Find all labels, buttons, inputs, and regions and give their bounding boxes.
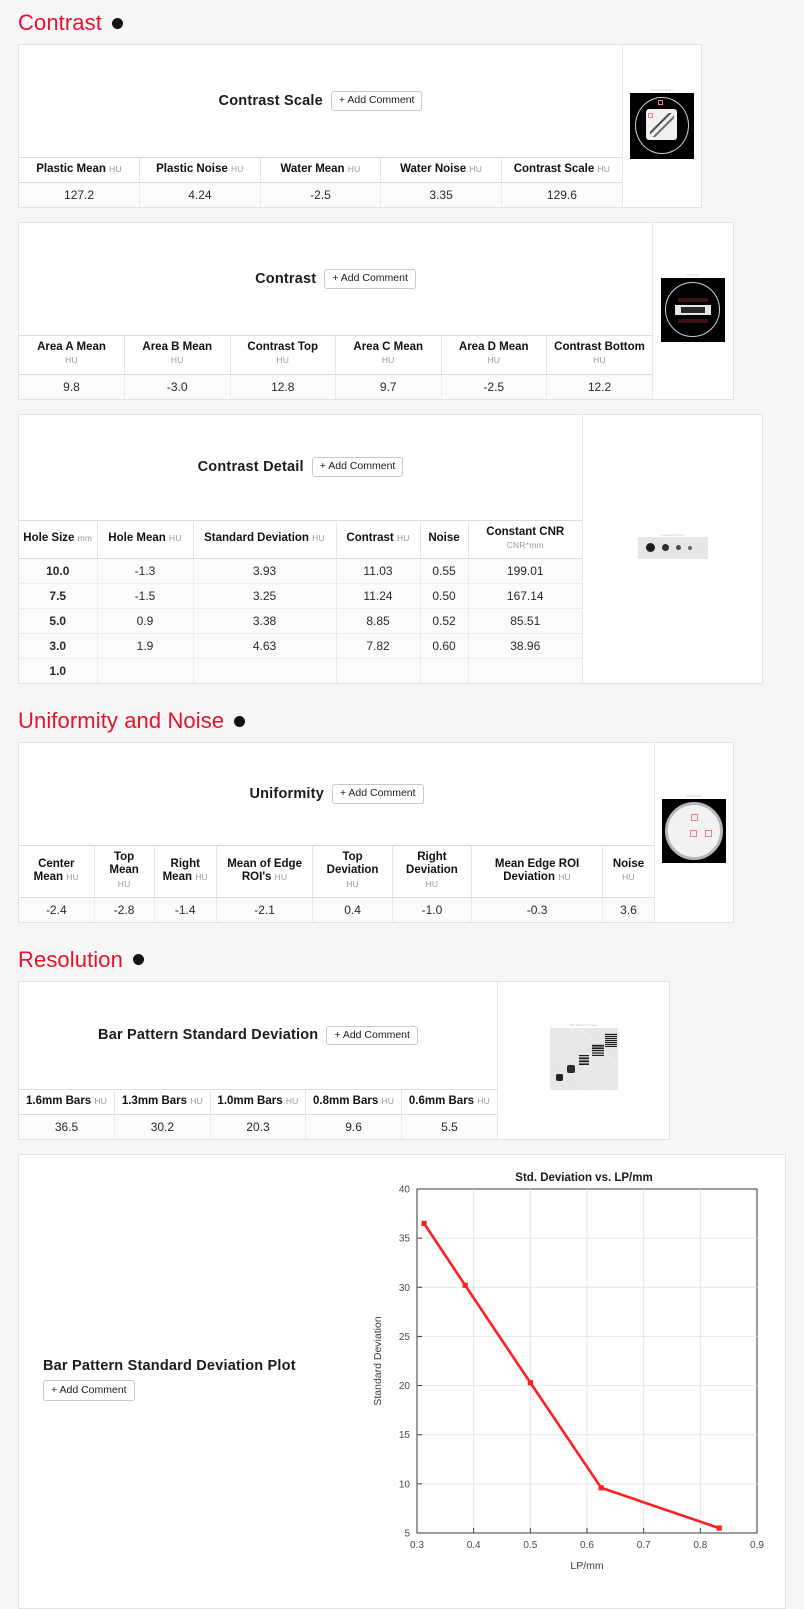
- add-comment-button[interactable]: + Add Comment: [326, 1026, 418, 1046]
- table-row: [19, 559, 582, 584]
- table-cell: -1.4: [154, 897, 216, 922]
- card-header: [19, 45, 622, 157]
- table-cell: 3.38: [193, 609, 336, 634]
- table-row: [19, 1114, 497, 1139]
- thumbnail-caption: Bar Pattern Image: [569, 1023, 598, 1028]
- svg-text:25: 25: [398, 1331, 410, 1343]
- table-cell: 0.55: [420, 559, 468, 584]
- phantom-dark-field: [662, 799, 726, 863]
- hole-marker: [676, 545, 681, 550]
- thumbnail-caption: Contrast: [686, 272, 700, 277]
- roi-marker-center: [690, 830, 697, 837]
- chart-data-point: [717, 1525, 722, 1530]
- column-header: [336, 336, 442, 374]
- table-header-row: [19, 336, 652, 374]
- table-cell: 7.5: [19, 584, 97, 609]
- phantom-dark-field: [661, 278, 725, 342]
- thumbnail-caption: Uniformity: [686, 794, 702, 799]
- column-header: [140, 158, 261, 183]
- table-cell: -2.1: [216, 897, 313, 922]
- chart-y-axis-label: Standard Deviation: [372, 1316, 384, 1406]
- column-label: Area C Mean: [353, 341, 424, 354]
- table-cell: -2.4: [19, 897, 94, 922]
- chart-data-point: [463, 1283, 468, 1288]
- column-unit: HU: [425, 878, 439, 889]
- table-contrast-scale: [19, 157, 622, 207]
- table-bar-pattern: [19, 1089, 497, 1139]
- column-unit: HU: [381, 1095, 395, 1106]
- table-cell: 36.5: [19, 1114, 115, 1139]
- bar-group: [567, 1065, 575, 1073]
- bar-group: [556, 1074, 563, 1081]
- bar-group: [605, 1033, 617, 1047]
- table-cell: -1.3: [97, 559, 193, 584]
- column-label: Hole Mean: [108, 532, 166, 545]
- column-header: [260, 158, 381, 183]
- table-cell: 129.6: [501, 183, 622, 208]
- column-label: Contrast Scale: [513, 163, 595, 175]
- svg-text:0.6: 0.6: [580, 1539, 594, 1551]
- table-cell: 20.3: [210, 1114, 306, 1139]
- chart-x-axis-label: LP/mm: [570, 1559, 604, 1572]
- table-cell: -3.0: [125, 374, 231, 399]
- column-header: [381, 158, 502, 183]
- contrast-scale-phantom-image: [623, 86, 701, 166]
- svg-text:10: 10: [398, 1479, 410, 1491]
- card-thumbnail-pane: [497, 982, 669, 1139]
- table-cell: -2.5: [441, 374, 547, 399]
- section-title: Uniformity and Noise: [18, 708, 225, 734]
- card-header: [19, 743, 654, 845]
- chart-title: Std. Deviation vs. LP/mm: [515, 1171, 653, 1184]
- column-label: 1.6mm Bars: [25, 1094, 92, 1107]
- roi-marker: [648, 113, 653, 118]
- column-unit: HU: [396, 533, 410, 544]
- plot-label-block: [43, 1358, 296, 1398]
- column-unit: HU: [109, 164, 122, 174]
- contrast-detail-phantom-image: [633, 531, 713, 567]
- table-cell: 167.14: [468, 584, 582, 609]
- roi-marker-top: [691, 814, 698, 821]
- column-header: [472, 846, 603, 898]
- svg-text:20: 20: [398, 1381, 410, 1393]
- column-label: Contrast: [346, 532, 394, 545]
- card-body: [19, 223, 652, 398]
- table-cell: 8.85: [336, 609, 420, 634]
- section-header-uniformity: [0, 698, 804, 742]
- card-title: Contrast: [255, 271, 317, 288]
- column-unit: HU: [558, 871, 571, 882]
- table-cell: 0.60: [420, 634, 468, 659]
- roi-band-top: [678, 298, 708, 302]
- card-body: [19, 415, 582, 683]
- column-unit: HU: [276, 355, 290, 366]
- column-header: [468, 520, 582, 558]
- column-unit: HU: [593, 355, 606, 366]
- hole-marker: [662, 544, 669, 551]
- hole-marker: [688, 546, 692, 550]
- column-unit: HU: [597, 164, 611, 174]
- column-label: Noise: [428, 532, 460, 545]
- column-label: Constant CNR: [486, 525, 565, 538]
- table-cell: -1.0: [392, 897, 471, 922]
- table-cell: 30.2: [115, 1114, 211, 1139]
- column-label: Plastic Noise: [156, 163, 228, 175]
- column-label: Water Mean: [280, 163, 345, 175]
- column-header: [154, 846, 216, 898]
- add-comment-button[interactable]: + Add Comment: [43, 1380, 135, 1401]
- card-title: Bar Pattern Standard Deviation: [98, 1027, 319, 1044]
- column-unit: HU: [66, 871, 79, 882]
- card-thumbnail-pane: [622, 45, 701, 207]
- column-unit: HU: [381, 355, 395, 366]
- table-header-row: [19, 158, 622, 183]
- table-cell: 3.0: [19, 634, 97, 659]
- column-header: [19, 846, 94, 898]
- column-unit: HU: [170, 355, 184, 366]
- column-unit: HU: [347, 164, 361, 174]
- column-label: 0.8mm Bars: [313, 1094, 379, 1107]
- card-thumbnail-pane: [654, 743, 733, 922]
- chart-data-point: [528, 1380, 533, 1385]
- table-cell: 1.0: [19, 659, 97, 684]
- column-label: Mean Edge ROI Deviation: [494, 857, 580, 883]
- bar-group: [579, 1055, 589, 1065]
- column-header: [230, 336, 336, 374]
- card-title: Bar Pattern Standard Deviation Plot: [43, 1357, 296, 1374]
- thumbnail-caption: Contrast Scale: [650, 88, 674, 93]
- svg-text:0.4: 0.4: [466, 1539, 481, 1551]
- card-header: [19, 982, 497, 1089]
- table-cell: 0.9: [97, 609, 193, 634]
- phantom-noisy-field: [638, 537, 708, 559]
- column-unit: HU: [274, 871, 288, 882]
- table-cell: 38.96: [468, 634, 582, 659]
- table-header-row: [19, 1089, 497, 1114]
- column-unit: HU: [230, 164, 244, 174]
- column-header: [602, 846, 654, 898]
- card-contrast: [18, 222, 734, 399]
- column-label: 1.0mm Bars: [217, 1094, 283, 1107]
- column-unit: HU: [622, 871, 635, 882]
- table-cell: 3.35: [381, 183, 502, 208]
- column-label: Plastic Mean: [36, 163, 106, 175]
- card-body: [19, 982, 497, 1139]
- add-comment-button[interactable]: + Add Comment: [324, 269, 416, 289]
- section-title: Contrast: [18, 10, 102, 35]
- bar-pattern-phantom-image: [544, 1021, 624, 1099]
- table-cell: 3.25: [193, 584, 336, 609]
- table-cell: 0.52: [420, 609, 468, 634]
- table-contrast: [19, 335, 652, 398]
- column-unit: HU: [285, 1095, 299, 1106]
- column-unit: HU: [469, 164, 483, 174]
- table-cell: 0.4: [313, 897, 392, 922]
- column-unit: HU: [487, 355, 501, 366]
- column-label: Right Mean: [162, 857, 200, 883]
- uniformity-phantom-image: [655, 792, 733, 872]
- column-label: Contrast Bottom: [554, 341, 645, 354]
- phantom-diagonal-steps: [650, 113, 674, 137]
- table-row: [19, 374, 652, 399]
- table-cell: 7.82: [336, 634, 420, 659]
- svg-text:40: 40: [398, 1184, 410, 1196]
- table-cell: 0.50: [420, 584, 468, 609]
- column-header: [336, 520, 420, 558]
- table-cell: 11.24: [336, 584, 420, 609]
- table-cell: 12.2: [547, 374, 653, 399]
- phantom-dark-field: [630, 93, 694, 159]
- card-bar-pattern-plot: [18, 1154, 786, 1609]
- status-dot-icon: [112, 18, 123, 29]
- column-label: Area D Mean: [458, 341, 529, 354]
- table-cell: -2.8: [94, 897, 154, 922]
- column-header: [501, 158, 622, 183]
- roi-band-bottom: [678, 319, 708, 323]
- table-cell: 9.7: [336, 374, 442, 399]
- column-header: [97, 520, 193, 558]
- table-cell: [97, 659, 193, 684]
- column-header: [216, 846, 313, 898]
- column-label: Right Deviation: [406, 851, 458, 877]
- card-title: Contrast Scale: [218, 93, 323, 109]
- thumbnail-caption: Contrast Detail: [661, 532, 684, 537]
- table-row: [19, 634, 582, 659]
- table-uniformity: [19, 845, 654, 922]
- column-label: Area A Mean: [37, 341, 106, 354]
- table-cell: [468, 659, 582, 684]
- column-label: Top Mean: [109, 851, 139, 877]
- table-cell: 4.24: [140, 183, 261, 208]
- card-body: [19, 743, 654, 922]
- svg-text:0.8: 0.8: [693, 1539, 708, 1551]
- table-cell: [420, 659, 468, 684]
- column-header: [125, 336, 231, 374]
- column-header: [115, 1089, 211, 1114]
- column-label: Noise: [612, 857, 645, 870]
- column-unit: HU: [94, 1095, 108, 1106]
- card-uniformity: [18, 742, 734, 923]
- table-row: [19, 897, 654, 922]
- card-title: Uniformity: [249, 786, 324, 803]
- table-row: [19, 609, 582, 634]
- column-label: 0.6mm Bars: [408, 1094, 475, 1107]
- card-body: [19, 45, 622, 207]
- card-contrast-scale: [18, 44, 702, 208]
- section-header-contrast: [0, 0, 804, 44]
- svg-text:30: 30: [398, 1282, 410, 1294]
- add-comment-button[interactable]: + Add Comment: [312, 457, 404, 477]
- table-header-row: [19, 520, 582, 558]
- table-cell: 12.8: [230, 374, 336, 399]
- table-cell: -2.5: [260, 183, 381, 208]
- table-row: [19, 183, 622, 208]
- card-thumbnail-pane: [652, 223, 733, 398]
- column-header: [441, 336, 547, 374]
- table-cell: 4.63: [193, 634, 336, 659]
- table-cell: [336, 659, 420, 684]
- table-cell: 5.5: [401, 1114, 497, 1139]
- table-cell: 11.03: [336, 559, 420, 584]
- column-header: [313, 846, 392, 898]
- table-cell: 10.0: [19, 559, 97, 584]
- card-header: [19, 415, 582, 520]
- column-header: [306, 1089, 402, 1114]
- column-label: Center Mean: [33, 857, 75, 883]
- column-unit: HU: [117, 878, 131, 889]
- column-label: Top Deviation: [326, 851, 379, 877]
- table-cell: -0.3: [472, 897, 603, 922]
- svg-text:15: 15: [398, 1430, 410, 1442]
- column-unit: HU: [477, 1095, 490, 1106]
- column-unit: HU: [346, 878, 359, 889]
- table-cell: 199.01: [468, 559, 582, 584]
- card-contrast-detail: [18, 414, 763, 684]
- column-unit: CNR*mm: [506, 539, 544, 550]
- table-header-row: [19, 846, 654, 898]
- column-label: Standard Deviation: [204, 532, 309, 545]
- column-header: [392, 846, 471, 898]
- column-label: Water Noise: [400, 163, 467, 175]
- svg-text:5: 5: [404, 1528, 410, 1540]
- std-deviation-vs-lpmm-chart: [359, 1163, 779, 1583]
- chart-container: [359, 1163, 779, 1588]
- table-cell: 3.93: [193, 559, 336, 584]
- table-cell: 1.9: [97, 634, 193, 659]
- column-label: Mean of Edge ROI's: [227, 857, 302, 883]
- roi-marker-right: [705, 830, 712, 837]
- column-label: 1.3mm Bars: [121, 1094, 188, 1107]
- status-dot-icon: [133, 954, 144, 965]
- phantom-noisy-field: [550, 1028, 618, 1090]
- chart-data-point: [421, 1221, 426, 1226]
- table-row: [19, 659, 582, 684]
- column-header: [19, 158, 140, 183]
- svg-text:0.5: 0.5: [523, 1539, 538, 1551]
- column-header: [94, 846, 154, 898]
- card-thumbnail-pane: [582, 415, 762, 683]
- table-cell: 9.8: [19, 374, 125, 399]
- card-header: [19, 223, 652, 335]
- column-unit: HU: [190, 1095, 203, 1106]
- phantom-bar-core: [681, 307, 705, 313]
- add-comment-button[interactable]: + Add Comment: [331, 91, 423, 111]
- table-cell: -1.5: [97, 584, 193, 609]
- add-comment-button[interactable]: + Add Comment: [332, 784, 424, 804]
- card-bar-pattern: [18, 981, 670, 1140]
- table-contrast-detail: [19, 520, 582, 683]
- contrast-phantom-image: [653, 271, 733, 351]
- table-cell: [193, 659, 336, 684]
- status-dot-icon: [234, 716, 245, 727]
- chart-data-point: [599, 1485, 604, 1490]
- roi-marker: [658, 100, 663, 105]
- column-header: [193, 520, 336, 558]
- table-cell: 5.0: [19, 609, 97, 634]
- column-header: [19, 1089, 115, 1114]
- hole-marker: [646, 543, 655, 552]
- svg-text:35: 35: [398, 1233, 410, 1245]
- bar-group: [592, 1044, 604, 1056]
- column-unit: HU: [195, 871, 208, 882]
- svg-text:0.3: 0.3: [410, 1539, 424, 1551]
- svg-text:0.7: 0.7: [636, 1539, 651, 1551]
- column-label: Contrast Top: [247, 341, 319, 354]
- column-unit: HU: [169, 533, 182, 544]
- table-cell: 3.6: [602, 897, 654, 922]
- column-header: [19, 520, 97, 558]
- column-header: [210, 1089, 306, 1114]
- table-cell: 127.2: [19, 183, 140, 208]
- column-header: [19, 336, 125, 374]
- column-label: Area B Mean: [142, 341, 213, 354]
- column-unit: HU: [312, 533, 325, 544]
- card-title: Contrast Detail: [197, 459, 304, 476]
- column-unit: mm: [77, 533, 93, 544]
- section-title: Resolution: [18, 946, 123, 972]
- svg-text:0.9: 0.9: [750, 1539, 764, 1551]
- section-header-resolution: [0, 937, 804, 981]
- table-cell: 85.51: [468, 609, 582, 634]
- table-row: [19, 584, 582, 609]
- column-header: [420, 520, 468, 558]
- column-label: Hole Size: [23, 532, 75, 545]
- column-header: [547, 336, 653, 374]
- table-cell: 9.6: [306, 1114, 402, 1139]
- column-header: [401, 1089, 497, 1114]
- column-unit: HU: [65, 355, 78, 366]
